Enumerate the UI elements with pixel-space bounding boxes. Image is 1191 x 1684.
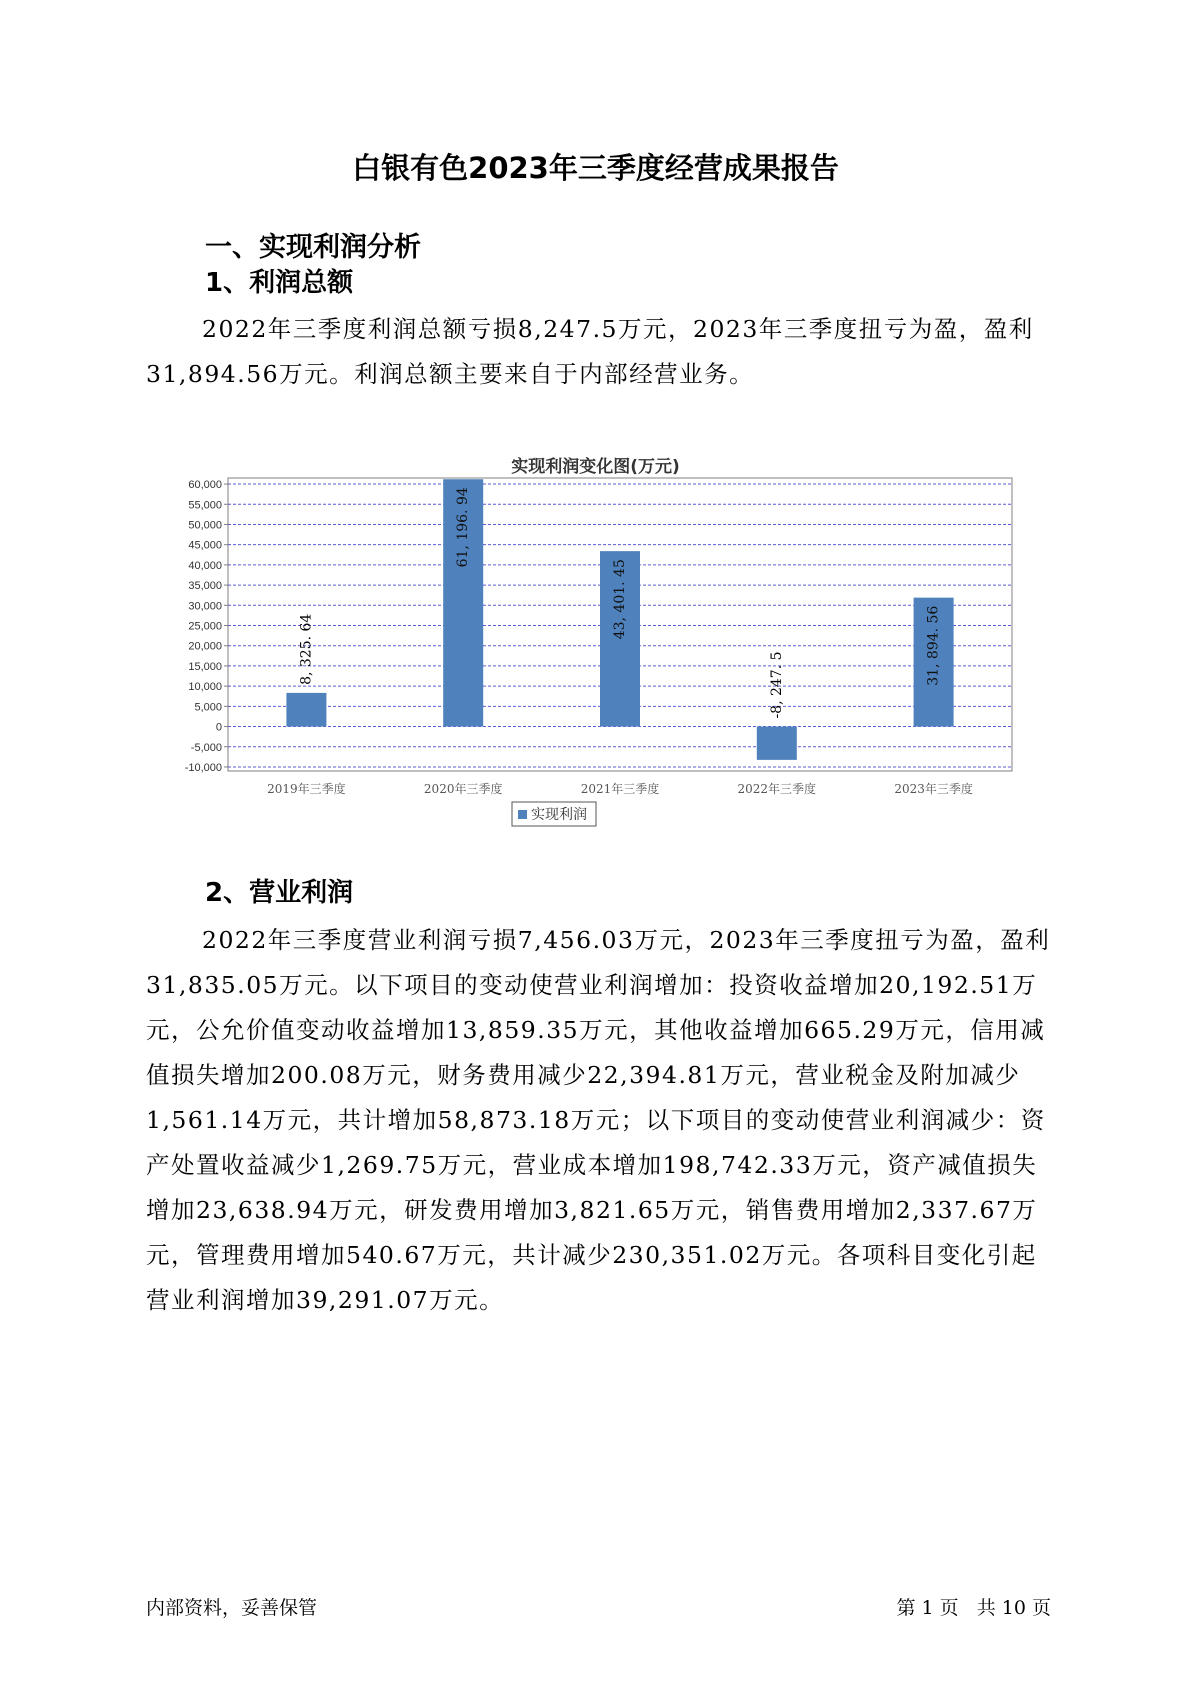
bar	[757, 727, 797, 760]
bar	[286, 693, 326, 727]
operating-profit-paragraph: 2022年三季度营业利润亏损7,456.03万元，2023年三季度扭亏为盈，盈利31,835.05万元。以下项目的变动使营业利润增加：投资收益增加20,192.51万元，公允价值变动收益增加13,859.35万元，其他收益增加665.29万元，信用减值损失增加200.08万元，财务费用减少22,394.81万元，营业税金及附加减少1,561.14万元，共计增加58,873.18万元；以下项目的变动使营业利润减少：资产处置收益减少1,269.75万元，营业成本增加198,742.33万元，资产减值损失增加23,638.94万元，研发费用增加3,821.65万元，销售费用增加2,337.67万元，管理费用增加540.67万元，共计减少230,351.02万元。各项科目变化引起营业利润增加39,291.07万元。	[146, 926, 1051, 1314]
y-tick-label: 55,000	[188, 499, 222, 512]
footer-confidential-note: 内部资料，妥善保管	[146, 1597, 318, 1619]
bar-value-label: 43, 401. 45	[612, 559, 628, 640]
x-tick-label: 2021年三季度	[580, 782, 660, 796]
y-tick-label: 15,000	[188, 660, 222, 673]
y-tick-label: 30,000	[188, 600, 222, 613]
subsection-heading-total-profit: 1、利润总额	[205, 268, 354, 298]
legend-label: 实现利润	[531, 807, 587, 823]
total-profit-paragraph: 2022年三季度利润总额亏损8,247.5万元，2023年三季度扭亏为盈，盈利31,894.56万元。利润总额主要来自于内部经营业务。	[146, 315, 1034, 388]
y-tick-label: 40,000	[188, 559, 222, 572]
section-heading-profit-analysis: 一、实现利润分析	[205, 232, 421, 263]
report-title: 白银有色2023年三季度经营成果报告	[352, 151, 839, 185]
y-tick-label: 0	[215, 721, 222, 734]
x-tick-label: 2019年三季度	[267, 782, 346, 796]
y-tick-label: 45,000	[188, 539, 222, 552]
bar-value-label: 31, 894. 56	[925, 605, 942, 686]
y-tick-label: 60,000	[188, 479, 222, 492]
footer-page-number: 第 1 页 共 10 页	[896, 1597, 1051, 1619]
bar-value-label: 8, 325. 64	[298, 613, 315, 685]
y-tick-label: 35,000	[188, 580, 222, 593]
profit-bar-chart	[150, 470, 1050, 848]
x-tick-label: 2020年三季度	[423, 782, 503, 796]
y-tick-label: 25,000	[188, 620, 222, 633]
x-tick-label: 2022年三季度	[737, 782, 817, 796]
y-tick-label: 50,000	[188, 519, 222, 532]
x-tick-label: 2023年三季度	[894, 782, 973, 796]
bar-value-label: 61, 196. 94	[455, 487, 472, 568]
y-tick-label: 10,000	[188, 681, 222, 694]
y-tick-label: 5,000	[194, 701, 222, 714]
bar-value-label: -8, 247. 5	[768, 651, 785, 719]
chart-title: 实现利润变化图(万元)	[511, 457, 680, 477]
subsection-heading-operating-profit: 2、营业利润	[205, 878, 354, 908]
y-tick-label: -10,000	[184, 761, 222, 774]
y-tick-label: 20,000	[188, 640, 222, 653]
legend-swatch	[518, 810, 527, 819]
y-tick-label: -5,000	[190, 741, 222, 754]
